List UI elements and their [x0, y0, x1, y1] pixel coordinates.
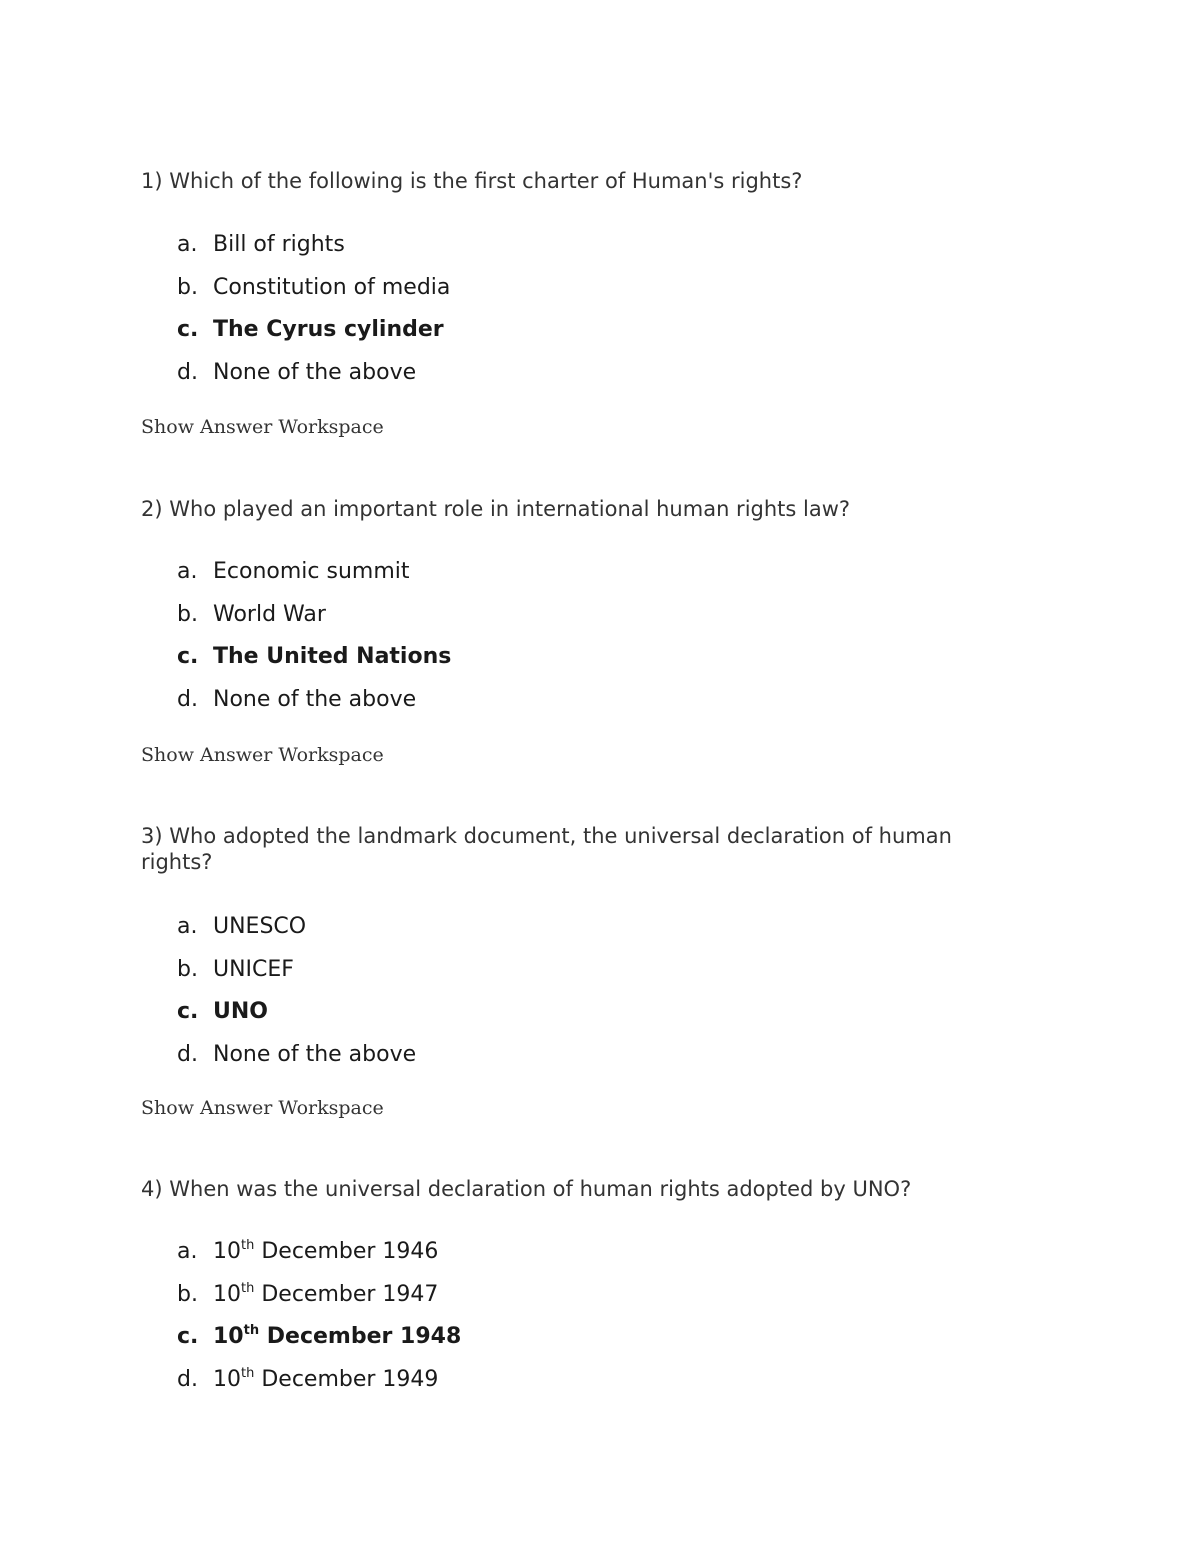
question-text: 2) Who played an important role in international human rights law?: [141, 497, 851, 521]
option-a: a. Bill of rights: [177, 232, 345, 257]
option-a: a. 10th December 1946: [177, 1238, 439, 1264]
option-b: b. Constitution of media: [177, 274, 451, 300]
option-c-correct: c. 10th December 1948: [177, 1323, 462, 1350]
question-text: 4) When was the universal declaration of human rights adopted by UNO?: [141, 1177, 912, 1201]
question-3: [141, 823, 1021, 1119]
question-text: 1) Which of the following is the first charter of Human's rights?: [141, 169, 803, 193]
option-d: d. 10th December 1949: [177, 1366, 439, 1393]
show-answer-link[interactable]: Show Answer Workspace: [141, 416, 384, 438]
options-list: [177, 914, 416, 1085]
option-d: d. None of the above: [177, 687, 417, 713]
option-d: d. None of the above: [177, 1042, 417, 1068]
question-text: 3) Who adopted the landmark document, the universal declaration of human rights?: [141, 824, 952, 874]
options-list: [177, 559, 451, 730]
question-2: [141, 496, 1041, 766]
option-c-correct: c. The United Nations: [177, 644, 452, 670]
options-list: [177, 232, 450, 403]
option-d: d. None of the above: [177, 360, 417, 386]
show-answer-link[interactable]: Show Answer Workspace: [141, 744, 384, 766]
option-a: a. Economic summit: [177, 559, 410, 584]
option-b: b. UNICEF: [177, 956, 294, 982]
question-4: [141, 1176, 1041, 1393]
option-c-correct: c. The Cyrus cylinder: [177, 317, 444, 343]
options-list: [177, 1239, 461, 1410]
option-b: b. World War: [177, 601, 326, 627]
question-1: [141, 168, 1041, 438]
option-b: b. 10th December 1947: [177, 1280, 439, 1307]
show-answer-link[interactable]: Show Answer Workspace: [141, 1097, 384, 1119]
option-c-correct: c. UNO: [177, 999, 268, 1025]
option-a: a. UNESCO: [177, 914, 307, 939]
